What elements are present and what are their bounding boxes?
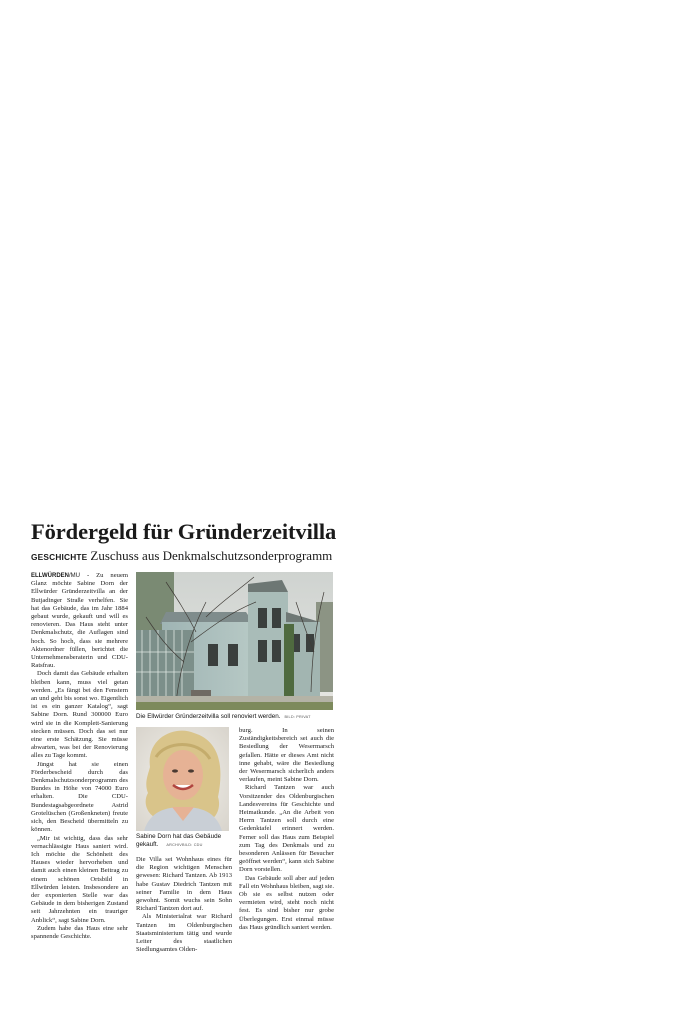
dateline: ELLWÜRDEN [31,573,69,579]
caption-text: Sabine Dorn hat das Gebäude gekauft. [136,833,222,848]
photo-credit: BILD: PRIVAT [284,715,311,719]
paragraph [31,572,128,670]
villa-photo [136,572,333,710]
headline: Fördergeld für Gründerzeitvilla [31,519,337,544]
paragraph: Als Ministerialrat war Richard Tantzen im Oldenburgischen Staatsministerium tätig und wurde Leiter des staatlichen Siedlungsamtes Olden- [136,913,232,954]
kicker: GESCHICHTE [31,552,88,562]
photo-credit: ARCHIVBILD: CDU [166,843,203,847]
paragraph: Jüngst hat sie einen Förderbescheid durch das Denkmalschutzsonderprogramm des Bundes in Höhe von 74000 Euro erhalten. Die CDU-Bundestagsabgeordnete Astrid Grotelüschen (Großenkneten) freute sich, den Bescheid übermitteln zu können. [31,760,128,834]
paragraph: Zudem habe das Haus eine sehr spannende Geschichte. [31,924,128,940]
caption-text: Die Ellwürder Gründerzeitvilla soll renoviert werden. [136,713,281,720]
subline: Zuschuss aus Denkmalschutzsonderprogramm [90,548,333,563]
paragraph: Die Villa sei Wohnhaus eines für die Region wichtigen Menschen gewesen: Richard Tantzen. Ab 1913 habe Gustav Diedrich Tantzen mit seiner Familie in dem Haus gewohnt. Somit wuchs sein Sohn Richard Tantzen dort auf. [136,856,232,913]
photo-caption-portrait [136,833,230,849]
text-column-1 [31,572,128,941]
portrait-photo [136,727,229,831]
subheadline-row [31,547,332,565]
paragraph: burg. In seinen Zuständigkeitsbereich sei auch die Besiedlung der Wesermarsch gefallen. Hätte er dieses Amt nicht inne gehabt, wäre die Besiedlung der Wesermarsch sicherlich anders verlaufen, meint Sabine Dorn. [239,727,334,784]
paragraph: Das Gebäude soll aber auf jeden Fall ein Wohnhaus bleiben, sagt sie. Ob sie es selbst nutzen oder vermieten wird, steht noch nicht fest. Es sind bisher nur grobe Überlegungen. Erst einmal müsse das Haus gründlich saniert werden. [239,874,334,931]
paragraph: Doch damit das Gebäude erhalten bleiben kann, muss viel getan werden. „Es fängt bei den Fenstern an und geht bis sonst wo. Eigentlich ist es ein ganzer Katalog“, sagt Sabine Dorn. Rund 300000 Euro wird sie in die Komplett-Sanierung stecken müssen. Doch das sei nur eine erste Schätzung. Sie müsse abwarten, was bei der Renovierung alles zu Tage kommt. [31,670,128,760]
dateline-agency: /MU [69,573,80,579]
portrait-image [136,727,229,831]
paragraph: Richard Tantzen war auch Vorsitzender des Oldenburgischen Landesvereins für Geschichte und Heimatkunde. „An die Arbeit von Herrn Tantzen soll durch eine Gedenktafel erinnert werden. Ferner soll das Haus zum Beispiel zum Tag des Denkmals und zu besonderen Anlässen für Besucher geöffnet werden“, kann sich Sabine Dorn vorstellen. [239,784,334,874]
text-column-3 [239,727,334,932]
text-column-2 [136,856,232,954]
villa-image [136,572,333,710]
paragraph-text: - Zu neuem Glanz möchte Sabine Dorn der Ellwürder Gründerzeitvilla an der Butjadinger Straße verhelfen. Sie hat das Gebäude, das im Jahr 1884 gebaut wurde, gekauft und will es renovieren. Das Haus steht unter Denkmalschutz, die Auflagen sind hoch. So hoch, dass sie mehrere Aktenordner füllen, berichtet die Unternehmensberaterin und CDU-Ratsfrau. [31,572,128,670]
paragraph: „Mir ist wichtig, dass das sehr vernachlässigte Haus saniert wird. Ich möchte die Schönheit des Hauses wieder hervorheben und damit auch einen kleinen Beitrag zu einem schönen Ortsbild in Ellwürden leisten. Insbesondere an der exponierten Stelle war das Gebäude in dem bisherigen Zustand seit Jahrzehnten ein trauriger Anblick“, sagt Sabine Dorn. [31,834,128,924]
photo-caption-villa [136,713,336,721]
